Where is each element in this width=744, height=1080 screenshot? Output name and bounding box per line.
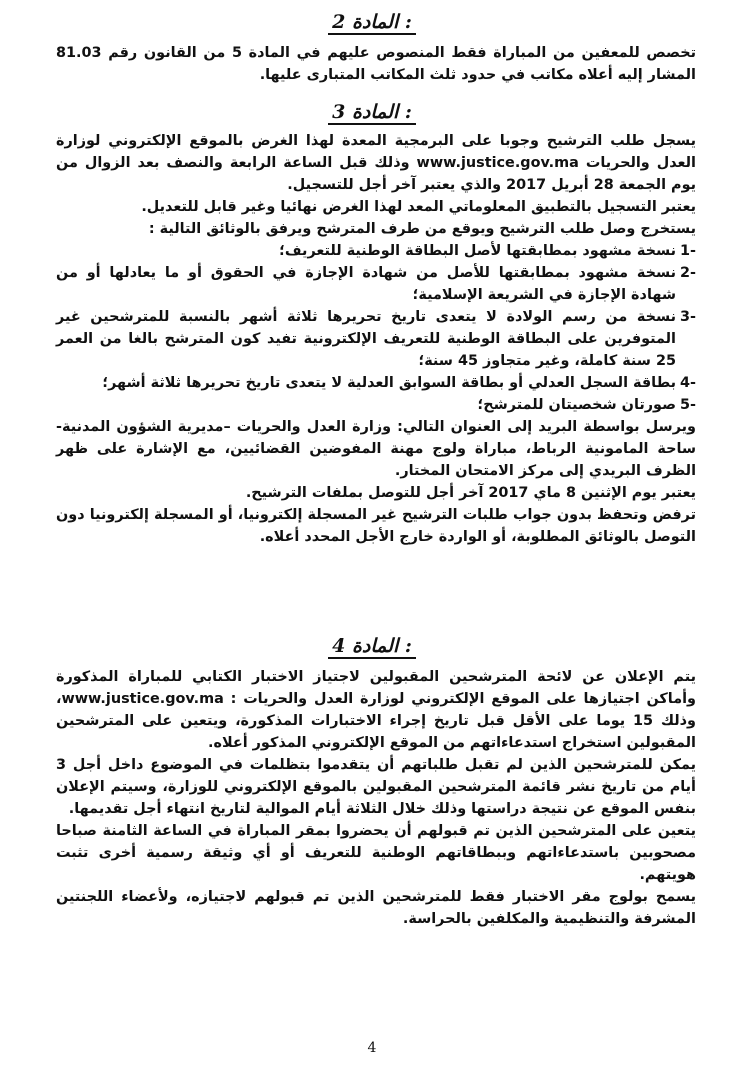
article-3-paragraph-1: يسجل طلب الترشيح وجوبا على البرمجية المعدة لهذا الغرض بالموقع الإلكتروني لوزارة العدل والحريات www.justice.gov.ma وذلك قبل الساعة الرابعة والنصف بعد الزوال من يوم الجمعة 28 أبريل 2017 والذي يعتبر آخر أجل للتسجيل. xyxy=(56,133,696,193)
article-3-body xyxy=(56,130,696,548)
document-list-item: -1 نسخة مشهود بمطابقتها لأصل البطاقة الوطنية للتعريف؛ xyxy=(279,243,696,259)
page-number: 4 xyxy=(367,1040,377,1056)
article-2-text: تخصص للمعفين من المباراة فقط المنصوص عليهم في المادة 5 من القانون رقم 81.03 المشار إليه أعلاه مكاتب في حدود ثلث المكاتب المتبارى عليها. xyxy=(56,45,696,83)
article-3-paragraph-2: يعتبر التسجيل بالتطبيق المعلوماتي المعد لهذا الغرض نهائيا وغير قابل للتعديل. xyxy=(141,199,696,215)
article-4-paragraph-3: يتعين على المترشحين الذين تم قبولهم أن يحضروا بمقر المباراة في الساعة الثامنة صباحا مصحوبين باستدعاءاتهم وببطاقاتهم الوطنية للتعريف أو أي وثيقة رسمية أخرى تثبت هويتهم. xyxy=(56,823,696,883)
article-4-paragraph-1: يتم الإعلان عن لائحة المترشحين المقبولين لاجتياز الاختبار الكتابي للمباراة المذكورة وأماكن اجتيازها على الموقع الإلكتروني لوزارة العدل والحريات : www.justice.gov.ma، وذلك 15 يوما على الأقل قبل تاريخ إجراء الاختبارات المذكورة، ويتعين على المترشحين المقبولين استخراج استدعاءاتهم من الموقع الإلكتروني المذكور أعلاه. xyxy=(56,669,696,751)
article-4-paragraph-4: يسمح بولوج مقر الاختبار فقط للمترشحين الذين تم قبولهم لاجتيازه، ولأعضاء اللجنتين المشرفة والتنظيمية والمكلفين بالحراسة. xyxy=(56,889,696,927)
article-2-heading: المادة 2 : xyxy=(0,10,744,34)
article-4-paragraph-2: يمكن للمترشحين الذين لم تقبل طلباتهم أن يتقدموا بتظلمات في الموضوع داخل أجل 3 أيام من تاريخ نشر قائمة المترشحين المقبولين بالموقع الإلكتروني للوزارة، وسيتم الإعلان بنفس الموقع عن نتيجة دراستها وذلك خلال الثلاثة أيام الموالية لتاريخ انتهاء أجل تقديمها. xyxy=(56,757,696,817)
article-2-body xyxy=(56,42,696,86)
document-list-item: -4 بطاقة السجل العدلي أو بطاقة السوابق العدلية لا يتعدى تاريخ تحريرها ثلاثة أشهر؛ xyxy=(102,375,696,391)
article-3-paragraph-6: ترفض وتحفظ بدون جواب طلبات الترشيح غير المسجلة إلكترونيا، أو المسجلة إلكترونيا دون التوصل بالوثائق المطلوبة، أو الواردة خارج الأجل المحدد أعلاه. xyxy=(56,507,696,545)
documents-deadline: الإثنين 8 ماي 2017 xyxy=(488,485,627,501)
article-3-paragraph-4: ويرسل بواسطة البريد إلى العنوان التالي: وزارة العدل والحريات –مديرية الشؤون المدنية- ساحة المامونية الرباط، مباراة ولوج مهنة المفوضين القضائيين، مع الإشارة على ظهر الظرف البريدي إلى مركز الامتحان المختار. xyxy=(56,419,696,479)
document-list-item: -2 نسخة مشهود بمطابقتها للأصل من شهادة الإجازة في الحقوق أو ما يعادلها أو من شهادة الإجازة في الشريعة الإسلامية؛ xyxy=(56,265,696,303)
document-list-item: -3 نسخة من رسم الولادة لا يتعدى تاريخ تحريرها ثلاثة أشهر بالنسبة للمترشحين غير المتوفرين على البطاقة الوطنية للتعريف الإلكترونية تفيد كون المترشح بالغا من العمر 25 سنة كاملة، وغير متجاوز 45 سنة؛ xyxy=(56,309,696,369)
document-list-item: -5 صورتان شخصيتان للمترشح؛ xyxy=(477,397,696,413)
article-4-heading: المادة 4 : xyxy=(0,634,744,658)
registration-deadline: الجمعة 28 أبريل 2017 xyxy=(506,177,666,193)
article-3-paragraph-3: يستخرج وصل طلب الترشيح ويوقع من طرف المترشح ويرفق بالوثائق التالية : xyxy=(148,221,696,237)
article-3-heading: المادة 3 : xyxy=(0,100,744,124)
article-3-paragraph-5: يعتبر يوم الإثنين 8 ماي 2017 آخر أجل للتوصل بملفات الترشيح. xyxy=(245,485,696,501)
article-4-body xyxy=(56,666,696,930)
